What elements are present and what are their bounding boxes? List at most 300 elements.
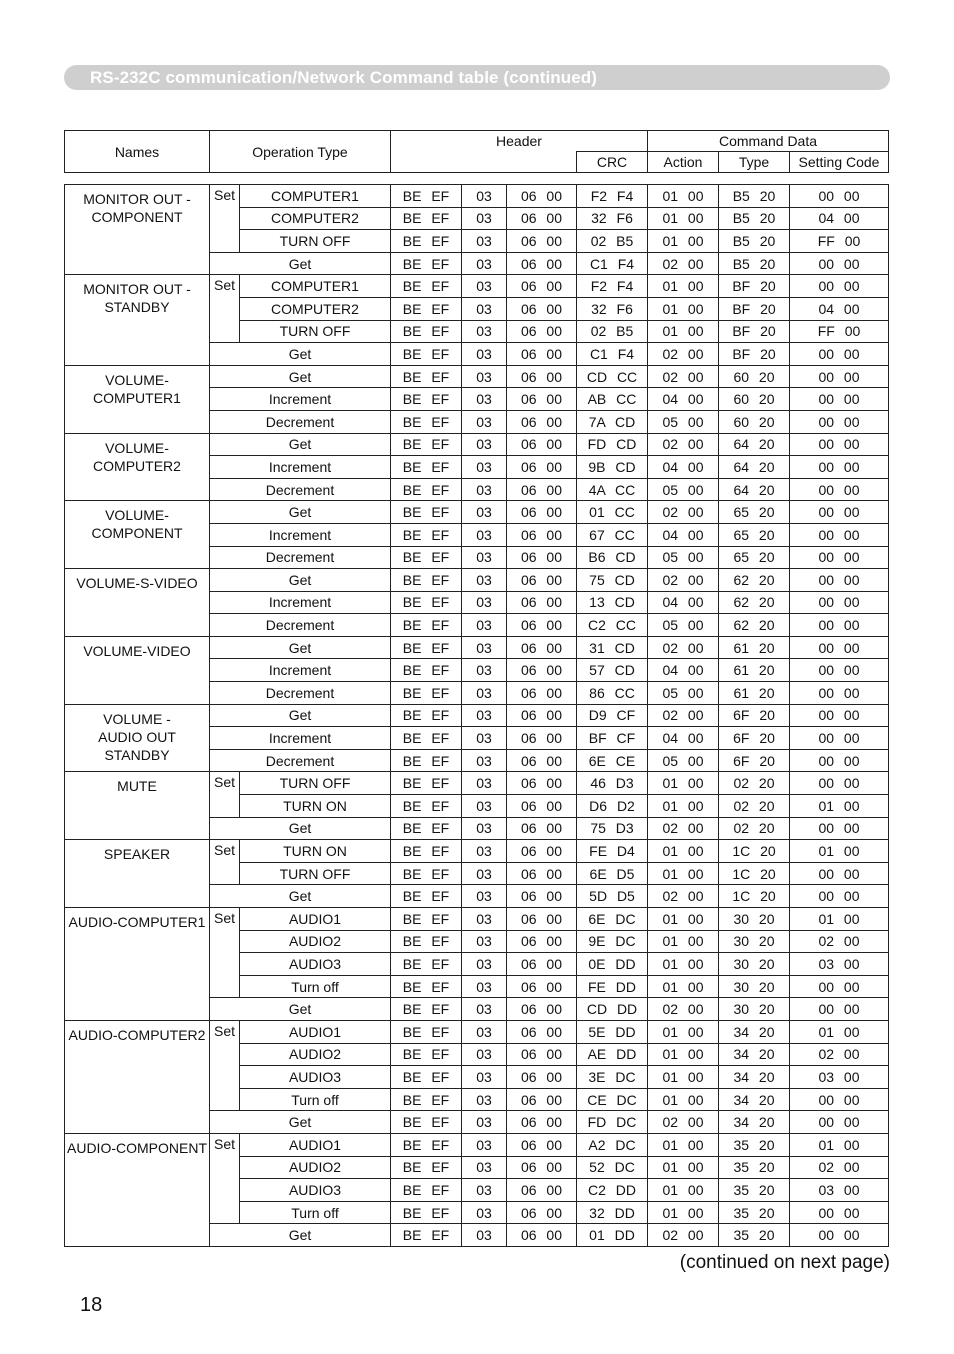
set-label: Set [210,1133,240,1223]
header-byte-1: BE EF [391,297,462,320]
type-value: 30 20 [719,930,790,953]
command-name: MONITOR OUT - COMPONENT [65,185,210,275]
type-value: 64 20 [719,433,790,456]
type-value: 61 20 [719,659,790,682]
header-byte-1: BE EF [391,998,462,1021]
crc-value: A2 DC [577,1133,648,1156]
setting-code-value: 00 00 [790,343,889,366]
header-byte-1: BE EF [391,230,462,253]
header-byte-3: 06 00 [507,862,577,885]
header-byte-1: BE EF [391,523,462,546]
set-label: Set [210,840,240,885]
header-byte-1: BE EF [391,1156,462,1179]
operation-type: COMPUTER2 [240,297,391,320]
operation-type: Get [210,885,391,908]
header-byte-3: 06 00 [507,230,577,253]
header-byte-2: 03 [462,1066,507,1089]
operation-type: COMPUTER2 [240,207,391,230]
action-value: 05 00 [648,749,719,772]
continued-note: (continued on next page) [679,1252,890,1273]
operation-type: TURN OFF [240,862,391,885]
header-byte-2: 03 [462,546,507,569]
section-title-bar [64,65,890,90]
setting-code-value: FF 00 [790,230,889,253]
crc-value: 7A CD [577,410,648,433]
action-value: 02 00 [648,704,719,727]
command-name: SPEAKER [65,840,210,908]
setting-code-value: 03 00 [790,1179,889,1202]
setting-code-value: 00 00 [790,456,889,479]
type-value: 34 20 [719,1066,790,1089]
action-value: 02 00 [648,885,719,908]
action-value: 02 00 [648,365,719,388]
header-byte-1: BE EF [391,727,462,750]
setting-code-value: 03 00 [790,953,889,976]
operation-type: Get [210,636,391,659]
setting-code-value: 00 00 [790,365,889,388]
header-byte-3: 06 00 [507,275,577,298]
setting-code-value: 00 00 [790,523,889,546]
action-value: 04 00 [648,523,719,546]
crc-value: 4A CC [577,478,648,501]
operation-type: Get [210,365,391,388]
type-value: 62 20 [719,591,790,614]
type-value: 35 20 [719,1156,790,1179]
operation-type: AUDIO1 [240,1133,391,1156]
command-name: AUDIO-COMPUTER1 [65,908,210,1021]
setting-code-value: 00 00 [790,569,889,592]
setting-code-value: 02 00 [790,930,889,953]
header-byte-2: 03 [462,252,507,275]
type-value: 35 20 [719,1133,790,1156]
action-value: 01 00 [648,1179,719,1202]
header-byte-2: 03 [462,185,507,208]
action-value: 01 00 [648,1020,719,1043]
crc-value: 13 CD [577,591,648,614]
header-byte-1: BE EF [391,1020,462,1043]
setting-code-value: 00 00 [790,614,889,637]
operation-type: Decrement [210,682,391,705]
type-value: 30 20 [719,998,790,1021]
setting-code-value: 00 00 [790,727,889,750]
type-value: 65 20 [719,523,790,546]
header-byte-1: BE EF [391,682,462,705]
table-row [65,636,889,659]
header-byte-2: 03 [462,1201,507,1224]
operation-type: TURN ON [240,840,391,863]
type-value: 1C 20 [719,862,790,885]
crc-value: 31 CD [577,636,648,659]
header-byte-3: 06 00 [507,523,577,546]
header-byte-1: BE EF [391,410,462,433]
action-value: 01 00 [648,1201,719,1224]
setting-code-value: 00 00 [790,388,889,411]
command-table [64,184,889,1247]
action-value: 01 00 [648,953,719,976]
header-byte-1: BE EF [391,930,462,953]
action-value: 01 00 [648,320,719,343]
crc-value: FD DC [577,1111,648,1134]
header-byte-2: 03 [462,1179,507,1202]
setting-code-value: 00 00 [790,862,889,885]
table-row [65,840,889,863]
setting-code-value: 00 00 [790,185,889,208]
header-byte-1: BE EF [391,1179,462,1202]
header-byte-2: 03 [462,862,507,885]
header-byte-2: 03 [462,772,507,795]
set-label: Set [210,275,240,343]
header-byte-2: 03 [462,365,507,388]
operation-type: Turn off [240,1201,391,1224]
header-byte-3: 06 00 [507,1224,577,1247]
header-byte-1: BE EF [391,659,462,682]
crc-value: C2 DD [577,1179,648,1202]
type-value: 65 20 [719,501,790,524]
type-value: 35 20 [719,1201,790,1224]
header-byte-1: BE EF [391,501,462,524]
header-byte-1: BE EF [391,1088,462,1111]
header-byte-3: 06 00 [507,772,577,795]
crc-value: 86 CC [577,682,648,705]
header-byte-2: 03 [462,410,507,433]
type-value: BF 20 [719,343,790,366]
header-byte-3: 06 00 [507,908,577,931]
setting-code-value: 00 00 [790,704,889,727]
header-action: Action [648,152,719,173]
crc-value: 6E CE [577,749,648,772]
action-value: 01 00 [648,1156,719,1179]
operation-type: Get [210,433,391,456]
header-byte-3: 06 00 [507,817,577,840]
type-value: 6F 20 [719,749,790,772]
operation-type: Decrement [210,478,391,501]
header-type: Type [719,152,790,173]
setting-code-value: 01 00 [790,1020,889,1043]
type-value: 6F 20 [719,704,790,727]
header-byte-2: 03 [462,275,507,298]
action-value: 01 00 [648,207,719,230]
table-row [65,908,889,931]
action-value: 04 00 [648,591,719,614]
header-byte-3: 06 00 [507,365,577,388]
header-byte-2: 03 [462,727,507,750]
header-byte-2: 03 [462,1043,507,1066]
header-byte-1: BE EF [391,614,462,637]
setting-code-value: 00 00 [790,1224,889,1247]
header-byte-2: 03 [462,591,507,614]
table-row [65,275,889,298]
header-byte-2: 03 [462,523,507,546]
table-row [65,433,889,456]
table-row [65,569,889,592]
type-value: 60 20 [719,388,790,411]
action-value: 02 00 [648,998,719,1021]
action-value: 01 00 [648,840,719,863]
action-value: 02 00 [648,817,719,840]
crc-value: F2 F4 [577,275,648,298]
header-byte-3: 06 00 [507,795,577,818]
type-value: 34 20 [719,1088,790,1111]
setting-code-value: 00 00 [790,478,889,501]
type-value: 64 20 [719,456,790,479]
crc-value: 3E DC [577,1066,648,1089]
header-byte-3: 06 00 [507,1043,577,1066]
type-value: 30 20 [719,953,790,976]
header-byte-3: 06 00 [507,1133,577,1156]
command-name: AUDIO-COMPONENT [65,1133,210,1246]
action-value: 02 00 [648,252,719,275]
header-byte-3: 06 00 [507,478,577,501]
header-byte-3: 06 00 [507,614,577,637]
page-number: 18 [80,1294,103,1316]
action-value: 04 00 [648,456,719,479]
crc-value: AB CC [577,388,648,411]
header-byte-2: 03 [462,908,507,931]
header-byte-3: 06 00 [507,252,577,275]
operation-type: AUDIO3 [240,1179,391,1202]
crc-value: 32 F6 [577,207,648,230]
header-byte-2: 03 [462,1111,507,1134]
type-value: 34 20 [719,1043,790,1066]
set-label: Set [210,185,240,253]
header-byte-3: 06 00 [507,953,577,976]
operation-type: AUDIO3 [240,953,391,976]
header-byte-2: 03 [462,297,507,320]
crc-value: F2 F4 [577,185,648,208]
action-value: 01 00 [648,862,719,885]
crc-value: 01 DD [577,1224,648,1247]
header-byte-3: 06 00 [507,1201,577,1224]
type-value: 34 20 [719,1111,790,1134]
crc-value: 0E DD [577,953,648,976]
type-value: 1C 20 [719,840,790,863]
header-byte-3: 06 00 [507,343,577,366]
type-value: 1C 20 [719,885,790,908]
type-value: 02 20 [719,772,790,795]
command-name: MUTE [65,772,210,840]
header-byte-2: 03 [462,343,507,366]
action-value: 05 00 [648,546,719,569]
header-byte-1: BE EF [391,591,462,614]
type-value: 62 20 [719,614,790,637]
crc-value: 5E DD [577,1020,648,1043]
header-byte-3: 06 00 [507,388,577,411]
setting-code-value: 00 00 [790,885,889,908]
header-byte-2: 03 [462,795,507,818]
type-value: BF 20 [719,275,790,298]
header-byte-2: 03 [462,388,507,411]
header-byte-2: 03 [462,1156,507,1179]
crc-value: AE DD [577,1043,648,1066]
header-byte-1: BE EF [391,456,462,479]
type-value: 30 20 [719,908,790,931]
operation-type: Get [210,343,391,366]
action-value: 01 00 [648,275,719,298]
header-byte-1: BE EF [391,840,462,863]
operation-type: Get [210,998,391,1021]
operation-type: Increment [210,591,391,614]
header-byte-3: 06 00 [507,727,577,750]
action-value: 01 00 [648,1043,719,1066]
header-byte-3: 06 00 [507,975,577,998]
header-byte-2: 03 [462,207,507,230]
crc-value: CE DC [577,1088,648,1111]
operation-type: Increment [210,659,391,682]
crc-value: 67 CC [577,523,648,546]
operation-type: TURN OFF [240,772,391,795]
crc-value: 5D D5 [577,885,648,908]
header-byte-3: 06 00 [507,998,577,1021]
crc-value: 57 CD [577,659,648,682]
header-byte-3: 06 00 [507,591,577,614]
crc-value: BF CF [577,727,648,750]
command-name: MONITOR OUT - STANDBY [65,275,210,365]
type-value: BF 20 [719,320,790,343]
crc-value: 6E DC [577,908,648,931]
type-value: BF 20 [719,297,790,320]
header-byte-1: BE EF [391,817,462,840]
type-value: 61 20 [719,636,790,659]
setting-code-value: 00 00 [790,659,889,682]
header-byte-2: 03 [462,1020,507,1043]
operation-type: Get [210,704,391,727]
header-byte-2: 03 [462,704,507,727]
header-byte-1: BE EF [391,953,462,976]
header-byte-3: 06 00 [507,704,577,727]
header-byte-1: BE EF [391,1224,462,1247]
operation-type: Decrement [210,749,391,772]
table-row [65,704,889,727]
action-value: 02 00 [648,636,719,659]
operation-type: TURN ON [240,795,391,818]
crc-value: C2 CC [577,614,648,637]
command-name: VOLUME- COMPONENT [65,501,210,569]
section-title: RS-232C communication/Network Command table (continued) [90,68,598,87]
setting-code-value: 00 00 [790,998,889,1021]
type-value: 02 20 [719,817,790,840]
header-header: Header [391,131,648,152]
command-name: VOLUME- COMPUTER2 [65,433,210,501]
header-byte-1: BE EF [391,365,462,388]
setting-code-value: 01 00 [790,1133,889,1156]
header-byte-2: 03 [462,1224,507,1247]
header-byte-1: BE EF [391,636,462,659]
header-byte-2: 03 [462,998,507,1021]
header-byte-3: 06 00 [507,1179,577,1202]
header-setting-code: Setting Code [790,152,889,173]
action-value: 04 00 [648,727,719,750]
header-byte-1: BE EF [391,772,462,795]
type-value: 30 20 [719,975,790,998]
type-value: 60 20 [719,410,790,433]
setting-code-value: 00 00 [790,275,889,298]
action-value: 01 00 [648,1133,719,1156]
operation-type: AUDIO2 [240,930,391,953]
header-byte-2: 03 [462,659,507,682]
type-value: 62 20 [719,569,790,592]
operation-type: AUDIO3 [240,1066,391,1089]
setting-code-value: 01 00 [790,840,889,863]
header-byte-3: 06 00 [507,885,577,908]
crc-value: 75 CD [577,569,648,592]
header-byte-3: 06 00 [507,749,577,772]
setting-code-value: 02 00 [790,1156,889,1179]
crc-value: 02 B5 [577,320,648,343]
setting-code-value: 00 00 [790,546,889,569]
setting-code-value: 00 00 [790,975,889,998]
crc-value: C1 F4 [577,252,648,275]
crc-value: 6E D5 [577,862,648,885]
type-value: B5 20 [719,230,790,253]
header-byte-1: BE EF [391,1111,462,1134]
type-value: 65 20 [719,546,790,569]
header-byte-2: 03 [462,501,507,524]
type-value: 34 20 [719,1020,790,1043]
header-byte-2: 03 [462,817,507,840]
command-name: AUDIO-COMPUTER2 [65,1020,210,1133]
action-value: 02 00 [648,569,719,592]
setting-code-value: 00 00 [790,636,889,659]
crc-value: CD CC [577,365,648,388]
header-byte-3: 06 00 [507,569,577,592]
header-byte-3: 06 00 [507,1156,577,1179]
header-byte-1: BE EF [391,388,462,411]
header-byte-2: 03 [462,456,507,479]
action-value: 02 00 [648,1111,719,1134]
header-byte-2: 03 [462,840,507,863]
type-value: 35 20 [719,1179,790,1202]
operation-type: Increment [210,523,391,546]
table-row [65,501,889,524]
header-byte-1: BE EF [391,1133,462,1156]
header-byte-3: 06 00 [507,456,577,479]
crc-value: 52 DC [577,1156,648,1179]
type-value: 02 20 [719,795,790,818]
setting-code-value: 00 00 [790,772,889,795]
type-value: B5 20 [719,185,790,208]
action-value: 02 00 [648,501,719,524]
header-crc: CRC [577,152,648,173]
header-byte-3: 06 00 [507,1020,577,1043]
operation-type: AUDIO1 [240,1020,391,1043]
header-byte-2: 03 [462,478,507,501]
action-value: 05 00 [648,614,719,637]
header-byte-2: 03 [462,320,507,343]
header-names: Names [65,131,210,173]
header-byte-2: 03 [462,930,507,953]
action-value: 01 00 [648,975,719,998]
header-byte-3: 06 00 [507,433,577,456]
type-value: 64 20 [719,478,790,501]
header-byte-3: 06 00 [507,207,577,230]
header-byte-2: 03 [462,433,507,456]
header-byte-3: 06 00 [507,930,577,953]
header-byte-3: 06 00 [507,297,577,320]
header-byte-1: BE EF [391,343,462,366]
setting-code-value: 00 00 [790,410,889,433]
header-command-data: Command Data [648,131,889,152]
header-byte-1: BE EF [391,975,462,998]
header-byte-1: BE EF [391,252,462,275]
action-value: 01 00 [648,1088,719,1111]
crc-value: B6 CD [577,546,648,569]
header-byte-3: 06 00 [507,1066,577,1089]
action-value: 01 00 [648,908,719,931]
operation-type: Decrement [210,546,391,569]
header-byte-3: 06 00 [507,320,577,343]
command-name: VOLUME-S-VIDEO [65,569,210,637]
set-label: Set [210,908,240,998]
